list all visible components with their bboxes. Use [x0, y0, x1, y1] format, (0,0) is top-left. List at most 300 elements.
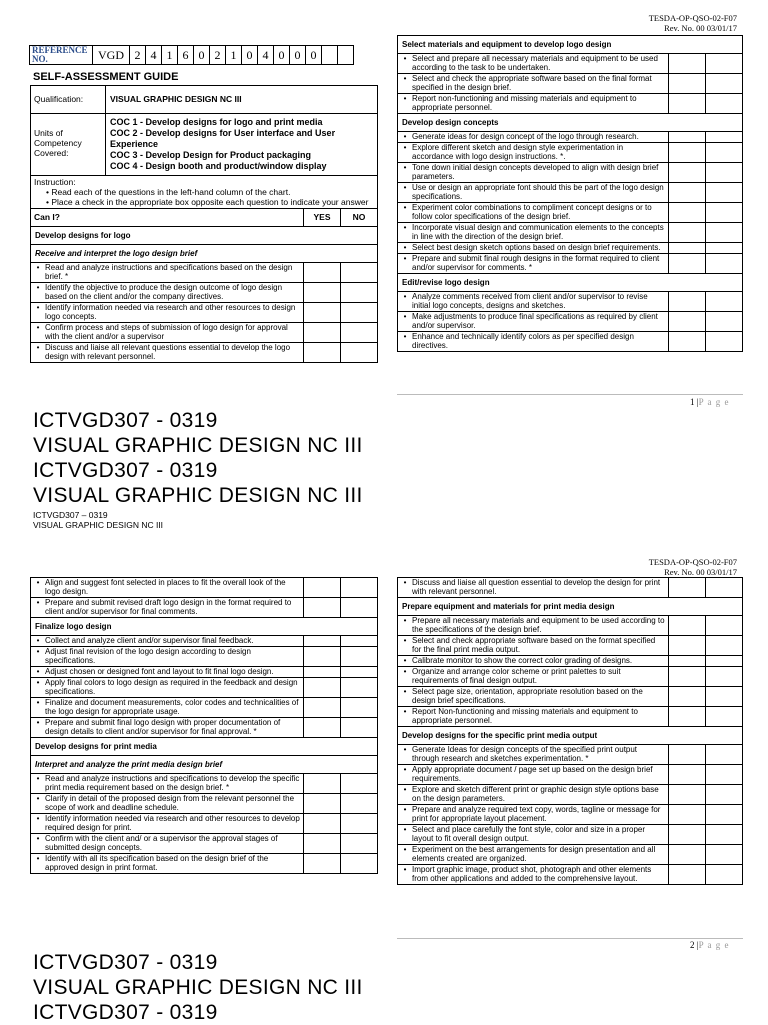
- bullet-icon: •: [403, 707, 407, 716]
- yes-checkbox[interactable]: [669, 845, 706, 865]
- page1-number-text: 1 |: [690, 397, 699, 407]
- bullet-icon: •: [36, 774, 40, 783]
- self-assessment-table-p2-right: [397, 577, 743, 885]
- yes-checkbox[interactable]: [669, 132, 706, 143]
- question-text: Prepare and submit final rough designs in the format required to client and/or supervisor for comments. *: [412, 254, 660, 272]
- yes-checkbox[interactable]: [304, 667, 341, 678]
- yes-checkbox[interactable]: [669, 865, 706, 885]
- question-cell: [398, 312, 669, 332]
- reference-digit: 1: [162, 46, 178, 65]
- question-cell: [31, 303, 304, 323]
- checklist-row: [398, 183, 743, 203]
- question-cell: [398, 94, 669, 114]
- reference-digit: 2: [210, 46, 226, 65]
- no-checkbox[interactable]: [341, 718, 378, 738]
- reference-label: REFERENCE NO.: [30, 46, 93, 65]
- bullet-icon: •: [36, 814, 40, 823]
- question-text: Import graphic image, product shot, photograph and other elements from other applications and added to the comprehensive layout.: [412, 865, 652, 883]
- question-text: Apply final colors to logo design as required in the feedback and design specifications.: [45, 678, 298, 696]
- yes-checkbox[interactable]: [669, 243, 706, 254]
- yes-header: YES: [304, 209, 341, 227]
- yes-checkbox[interactable]: [669, 143, 706, 163]
- watermark1-line3: ICTVGD307 - 0319: [33, 459, 218, 482]
- no-checkbox[interactable]: [341, 814, 378, 834]
- section-row: [398, 114, 743, 132]
- yes-checkbox[interactable]: [669, 687, 706, 707]
- instructions: [31, 176, 378, 209]
- bullet-icon: •: [403, 825, 407, 834]
- question-cell: [398, 687, 669, 707]
- question-text: Adjust final revision of the logo design according to design specifications.: [45, 647, 251, 665]
- yes-checkbox[interactable]: [669, 745, 706, 765]
- question-cell: [31, 647, 304, 667]
- question-cell: [398, 667, 669, 687]
- bullet-icon: •: [403, 203, 407, 212]
- no-checkbox[interactable]: [706, 805, 743, 825]
- bullet-icon: •: [403, 745, 407, 754]
- question-text: Tone down initial design concepts developed to align with design brief parameters.: [412, 163, 659, 181]
- checklist-row: [398, 163, 743, 183]
- yes-checkbox[interactable]: [669, 616, 706, 636]
- question-cell: [398, 132, 669, 143]
- question-cell: [398, 203, 669, 223]
- question-cell: [31, 678, 304, 698]
- question-cell: [398, 616, 669, 636]
- yes-checkbox[interactable]: [304, 718, 341, 738]
- question-text: Identify information needed via research and other resources to design logo concepts.: [45, 303, 296, 321]
- section-title: Prepare equipment and materials for print media design: [398, 598, 743, 616]
- reference-digit: 6: [178, 46, 194, 65]
- page2-page-word: P a g e: [698, 940, 730, 950]
- checklist-row: [398, 223, 743, 243]
- guide-title: SELF-ASSESSMENT GUIDE: [33, 71, 179, 83]
- bullet-icon: •: [403, 332, 407, 341]
- yes-checkbox[interactable]: [669, 203, 706, 223]
- yes-checkbox[interactable]: [669, 163, 706, 183]
- checklist-row: [398, 616, 743, 636]
- can-i-header: Can I?: [31, 209, 304, 227]
- section-row: [398, 274, 743, 292]
- bullet-icon: •: [403, 805, 407, 814]
- question-text: Prepare and submit final logo design with proper documentation of design details to client and/or supervisor for final approval. *: [45, 718, 281, 736]
- no-checkbox[interactable]: [706, 312, 743, 332]
- yes-checkbox[interactable]: [669, 332, 706, 352]
- yes-checkbox[interactable]: [669, 667, 706, 687]
- yes-checkbox[interactable]: [304, 834, 341, 854]
- yes-checkbox[interactable]: [669, 254, 706, 274]
- yes-checkbox[interactable]: [304, 854, 341, 874]
- reference-digit: 0: [274, 46, 290, 65]
- bullet-icon: •: [36, 854, 40, 863]
- no-checkbox[interactable]: [706, 745, 743, 765]
- bullet-icon: •: [36, 283, 40, 292]
- question-cell: [31, 598, 304, 618]
- question-cell: [31, 667, 304, 678]
- footer-qualification: VISUAL GRAPHIC DESIGN NC III: [33, 520, 164, 530]
- question-text: Select and prepare all necessary materials and equipment to be used according to the task to be undertaken.: [412, 54, 658, 72]
- question-text: Apply appropriate document / page set up based on the design brief requirements.: [412, 765, 653, 783]
- watermark2-line3: ICTVGD307 - 0319: [33, 1001, 218, 1024]
- question-cell: [31, 636, 304, 647]
- yes-checkbox[interactable]: [669, 765, 706, 785]
- no-checkbox[interactable]: [706, 616, 743, 636]
- yes-checkbox[interactable]: [304, 636, 341, 647]
- checklist-row: [398, 132, 743, 143]
- yes-checkbox[interactable]: [304, 647, 341, 667]
- question-text: Collect and analyze client and/or supervisor final feedback.: [45, 636, 254, 645]
- question-text: Identify with all its specification based on the design brief of the approved design in print format.: [45, 854, 269, 872]
- bullet-icon: •: [36, 343, 40, 352]
- watermark2-line2: VISUAL GRAPHIC DESIGN NC III: [33, 976, 363, 999]
- bullet-icon: •: [36, 698, 40, 707]
- qualification-label: Qualification:: [31, 86, 106, 114]
- checklist-row: [31, 667, 378, 678]
- bullet-icon: •: [36, 794, 40, 803]
- checklist-row: [31, 774, 378, 794]
- p1-right-sections: [398, 36, 743, 352]
- checklist-row: [398, 312, 743, 332]
- question-cell: [31, 774, 304, 794]
- self-assessment-table-p2-left: [30, 577, 378, 874]
- no-checkbox[interactable]: [706, 292, 743, 312]
- checklist-row: [398, 865, 743, 885]
- section-row: [398, 36, 743, 54]
- no-checkbox[interactable]: [341, 647, 378, 667]
- bullet-icon: •: [403, 312, 407, 321]
- yes-checkbox[interactable]: [304, 303, 341, 323]
- no-checkbox[interactable]: [706, 785, 743, 805]
- question-text: Finalize and document measurements, color codes and technicalities of the logo design for appropriate usage.: [45, 698, 299, 716]
- question-cell: [398, 74, 669, 94]
- checklist-row: [31, 794, 378, 814]
- reference-digit: 0: [306, 46, 322, 65]
- checklist-row: [398, 667, 743, 687]
- no-checkbox[interactable]: [706, 667, 743, 687]
- no-checkbox[interactable]: [341, 343, 378, 363]
- question-cell: [398, 223, 669, 243]
- question-text: Organize and arrange color scheme or print palettes to suit requirements of final design output.: [412, 667, 621, 685]
- question-text: Select best design sketch options based on design brief requirements.: [412, 243, 661, 252]
- no-checkbox[interactable]: [341, 774, 378, 794]
- yes-checkbox[interactable]: [669, 312, 706, 332]
- self-assessment-table-p1: [30, 85, 378, 363]
- question-text: Incorporate visual design and communication elements to the concepts in line with the direction of the design brief.: [412, 223, 664, 241]
- instruction-label: Instruction:: [34, 177, 76, 187]
- page2-header: [560, 557, 737, 577]
- no-checkbox[interactable]: [341, 263, 378, 283]
- no-checkbox[interactable]: [706, 765, 743, 785]
- checklist-row: [31, 678, 378, 698]
- section-row: [31, 618, 378, 636]
- page2-number: [690, 940, 729, 950]
- bullet-icon: •: [403, 845, 407, 854]
- question-cell: [398, 183, 669, 203]
- self-assessment-table-p1-right: [397, 35, 743, 352]
- form-code-p2: TESDA-OP-QSO-02-F07: [648, 557, 737, 567]
- checklist-row: [398, 825, 743, 845]
- yes-checkbox[interactable]: [304, 598, 341, 618]
- question-text: Select and check appropriate software based on the format specified for the final print media output.: [412, 636, 656, 654]
- section-title: Select materials and equipment to develop logo design: [398, 36, 743, 54]
- question-cell: [398, 805, 669, 825]
- no-checkbox[interactable]: [706, 94, 743, 114]
- question-text: Adjust chosen or designed font and layout to fit final logo design.: [45, 667, 274, 676]
- checklist-row: [398, 243, 743, 254]
- bullet-icon: •: [403, 656, 407, 665]
- question-cell: [398, 578, 669, 598]
- no-checkbox[interactable]: [341, 854, 378, 874]
- question-cell: [31, 834, 304, 854]
- bullet-icon: •: [36, 678, 40, 687]
- no-checkbox[interactable]: [706, 223, 743, 243]
- question-cell: [398, 825, 669, 845]
- no-checkbox[interactable]: [341, 303, 378, 323]
- yes-checkbox[interactable]: [669, 578, 706, 598]
- no-checkbox[interactable]: [706, 54, 743, 74]
- question-cell: [398, 163, 669, 183]
- watermark1-line1: ICTVGD307 - 0319: [33, 409, 218, 432]
- checklist-row: [31, 698, 378, 718]
- section-develop-designs-print-media: Develop designs for print media: [31, 738, 378, 756]
- no-checkbox[interactable]: [706, 707, 743, 727]
- bullet-icon: •: [403, 865, 407, 874]
- question-text: Confirm with the client and/ or a supervisor the approval stages of submitted design concepts.: [45, 834, 278, 852]
- question-cell: [398, 656, 669, 667]
- yes-checkbox[interactable]: [304, 794, 341, 814]
- yes-checkbox[interactable]: [669, 805, 706, 825]
- yes-checkbox[interactable]: [669, 636, 706, 656]
- yes-checkbox[interactable]: [669, 54, 706, 74]
- section-finalize-logo-design: Finalize logo design: [31, 618, 378, 636]
- question-cell: [31, 718, 304, 738]
- checklist-row: [398, 687, 743, 707]
- no-checkbox[interactable]: [706, 578, 743, 598]
- no-checkbox[interactable]: [706, 74, 743, 94]
- checklist-row: [31, 578, 378, 598]
- question-text: Discuss and liaise all question essential to develop the design for print with relevant personnel.: [412, 578, 661, 596]
- yes-checkbox[interactable]: [669, 825, 706, 845]
- no-checkbox[interactable]: [706, 845, 743, 865]
- no-checkbox[interactable]: [706, 183, 743, 203]
- no-checkbox[interactable]: [341, 323, 378, 343]
- yes-checkbox[interactable]: [669, 74, 706, 94]
- section-row: [31, 756, 378, 774]
- checklist-row: [398, 203, 743, 223]
- yes-checkbox[interactable]: [669, 707, 706, 727]
- question-text: Analyze comments received from client and/or supervisor to revise initial logo concepts, designs and sketches.: [412, 292, 648, 310]
- question-cell: [31, 698, 304, 718]
- yes-checkbox[interactable]: [669, 292, 706, 312]
- question-cell: [398, 254, 669, 274]
- checklist-row: [31, 283, 378, 303]
- question-cell: [31, 854, 304, 874]
- question-text: Prepare and submit revised draft logo design in the format required to client and/or supervisor for final comments.: [45, 598, 292, 616]
- no-checkbox[interactable]: [341, 578, 378, 598]
- qualification-value: VISUAL GRAPHIC DESIGN NC III: [106, 86, 378, 114]
- bullet-icon: •: [403, 183, 407, 192]
- question-cell: [31, 343, 304, 363]
- bullet-icon: •: [403, 254, 407, 263]
- checklist-row: [31, 636, 378, 647]
- question-text: Identify the objective to produce the design outcome of logo design based on the client and/or the company directives.: [45, 283, 283, 301]
- question-cell: [398, 292, 669, 312]
- checklist-row: [398, 54, 743, 74]
- bullet-icon: •: [403, 132, 407, 141]
- no-checkbox[interactable]: [706, 687, 743, 707]
- question-cell: [398, 54, 669, 74]
- no-checkbox[interactable]: [341, 698, 378, 718]
- no-checkbox[interactable]: [706, 203, 743, 223]
- bullet-icon: •: [403, 74, 407, 83]
- question-text: Generate ideas for design concept of the logo through research.: [412, 132, 639, 141]
- page2-number-text: 2 |: [690, 940, 699, 950]
- bullet-icon: •: [36, 834, 40, 843]
- no-checkbox[interactable]: [341, 598, 378, 618]
- checklist-row: [31, 814, 378, 834]
- checklist-row: [398, 143, 743, 163]
- question-cell: [31, 263, 304, 283]
- reference-number-table: [29, 45, 354, 65]
- yes-checkbox[interactable]: [669, 785, 706, 805]
- page1-page-word: P a g e: [698, 397, 730, 407]
- question-text: Align and suggest font selected in places to fit the overall look of the logo design.: [45, 578, 286, 596]
- bullet-icon: •: [403, 163, 407, 172]
- no-checkbox[interactable]: [706, 163, 743, 183]
- yes-checkbox[interactable]: [304, 774, 341, 794]
- checklist-row: [398, 707, 743, 727]
- bullet-icon: •: [403, 54, 407, 63]
- p2-left-rows: [31, 578, 378, 874]
- checklist-row: [398, 94, 743, 114]
- question-cell: [398, 785, 669, 805]
- no-checkbox[interactable]: [341, 636, 378, 647]
- question-text: Experiment on the best arrangements for design presentation and all elements created are organized.: [412, 845, 656, 863]
- checklist-row: [31, 263, 378, 283]
- question-text: Use or design an appropriate font should this be part of the logo design specifications.: [412, 183, 664, 201]
- no-checkbox[interactable]: [706, 865, 743, 885]
- revision-number: Rev. No. 00 03/01/17: [664, 23, 737, 33]
- section-develop-designs-for-logo: Develop designs for logo: [31, 227, 378, 245]
- checklist-row: [31, 854, 378, 874]
- coc-list: [106, 114, 378, 176]
- yes-checkbox[interactable]: [669, 223, 706, 243]
- question-text: Select page size, orientation, appropriate resolution based on the design brief specifications.: [412, 687, 643, 705]
- checklist-row: [398, 254, 743, 274]
- bullet-icon: •: [403, 636, 407, 645]
- question-text: Select and place carefully the font style, color and size in a proper layout to fit overall design output.: [412, 825, 646, 843]
- section-row: [398, 727, 743, 745]
- question-cell: [31, 794, 304, 814]
- no-checkbox[interactable]: [706, 143, 743, 163]
- no-header: NO: [341, 209, 378, 227]
- question-text: Prepare and analyze required text copy, words, tagline or message for print for appropriate layout placement.: [412, 805, 661, 823]
- form-code: TESDA-OP-QSO-02-F07: [648, 13, 737, 23]
- no-checkbox[interactable]: [706, 243, 743, 254]
- question-text: Enhance and technically identify colors as per specified design directives.: [412, 332, 634, 350]
- checklist-row: [398, 74, 743, 94]
- question-cell: [398, 707, 669, 727]
- no-checkbox[interactable]: [706, 825, 743, 845]
- no-checkbox[interactable]: [341, 678, 378, 698]
- checklist-row: [31, 323, 378, 343]
- question-text: Confirm process and steps of submission of logo design for approval with the client and/or a supervisor: [45, 323, 288, 341]
- footer-small: [33, 510, 163, 530]
- checklist-row: [398, 578, 743, 598]
- checklist-row: [398, 332, 743, 352]
- no-checkbox[interactable]: [341, 834, 378, 854]
- no-checkbox[interactable]: [706, 132, 743, 143]
- bullet-icon: •: [36, 263, 40, 272]
- p1-left-items: [31, 263, 378, 363]
- yes-checkbox[interactable]: [669, 183, 706, 203]
- question-text: Read and analyze instructions and specifications to develop the specific print media requirement based on the design brief. *: [45, 774, 300, 792]
- yes-checkbox[interactable]: [304, 283, 341, 303]
- p2-right-rows: [398, 578, 743, 885]
- yes-checkbox[interactable]: [304, 343, 341, 363]
- bullet-icon: •: [403, 765, 407, 774]
- watermark1-line4: VISUAL GRAPHIC DESIGN NC III: [33, 484, 363, 507]
- instruction-1-text: Read each of the questions in the left-hand column of the chart.: [51, 187, 291, 197]
- checklist-row: [398, 292, 743, 312]
- bullet-icon: •: [403, 578, 407, 587]
- reference-digit: 2: [130, 46, 146, 65]
- yes-checkbox[interactable]: [304, 678, 341, 698]
- question-cell: [398, 845, 669, 865]
- bullet-icon: •: [403, 687, 407, 696]
- question-text: Calibrate monitor to show the correct color grading of designs.: [412, 656, 633, 665]
- bullet-icon: •: [403, 292, 407, 301]
- question-text: Select and check the appropriate software based on the final format specified in the design brief.: [412, 74, 652, 92]
- bullet-icon: •: [403, 223, 407, 232]
- instruction-1: • Read each of the questions in the left-hand column of the chart.: [46, 187, 291, 197]
- checklist-row: [398, 745, 743, 765]
- yes-checkbox[interactable]: [304, 814, 341, 834]
- no-checkbox[interactable]: [706, 332, 743, 352]
- yes-checkbox[interactable]: [304, 263, 341, 283]
- question-cell: [398, 636, 669, 656]
- no-checkbox[interactable]: [341, 667, 378, 678]
- no-checkbox[interactable]: [706, 254, 743, 274]
- question-text: Identify information needed via research and other resources to develop required design for print.: [45, 814, 300, 832]
- no-checkbox[interactable]: [706, 636, 743, 656]
- checklist-row: [398, 845, 743, 865]
- coc-1: COC 1 - Develop designs for logo and print media: [110, 117, 323, 127]
- question-cell: [398, 745, 669, 765]
- coc-3: COC 3 - Develop Design for Product packaging: [110, 150, 312, 160]
- yes-checkbox[interactable]: [669, 94, 706, 114]
- question-text: Clarify in detail of the proposed design from the relevant personnel the scope of work and deadline schedule.: [45, 794, 295, 812]
- yes-checkbox[interactable]: [669, 656, 706, 667]
- watermark-block-2: [33, 950, 363, 1025]
- question-cell: [31, 578, 304, 598]
- bullet-icon: •: [36, 323, 40, 332]
- no-checkbox[interactable]: [341, 794, 378, 814]
- no-checkbox[interactable]: [341, 283, 378, 303]
- yes-checkbox[interactable]: [304, 323, 341, 343]
- reference-digit: 0: [290, 46, 306, 65]
- footer-code: ICTVGD307 – 0319: [33, 510, 108, 520]
- yes-checkbox[interactable]: [304, 698, 341, 718]
- page1-footer-rule: [397, 394, 743, 395]
- no-checkbox[interactable]: [706, 656, 743, 667]
- instruction-2-text: Place a check in the appropriate box opposite each question to indicate your answer: [51, 197, 369, 207]
- yes-checkbox[interactable]: [304, 578, 341, 598]
- checklist-row: [31, 598, 378, 618]
- question-text: Discuss and liaise all relevant questions essential to develop the logo design with relevant personnel.: [45, 343, 291, 361]
- watermark1-line2: VISUAL GRAPHIC DESIGN NC III: [33, 434, 363, 457]
- bullet-icon: •: [403, 243, 407, 252]
- bullet-icon: •: [36, 578, 40, 587]
